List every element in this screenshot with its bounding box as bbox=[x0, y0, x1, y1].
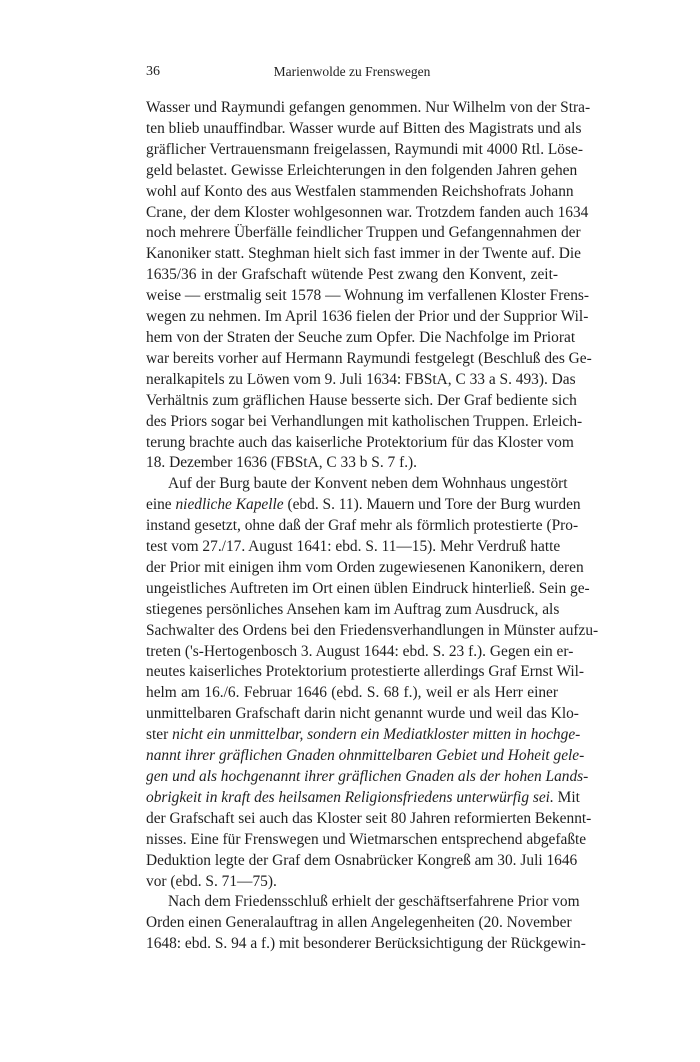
text-run: instand gesetzt, ohne daß der Graf mehr als förmlich protestierte (Pro- bbox=[146, 517, 579, 535]
paragraph bbox=[146, 98, 592, 474]
text-run: Crane, der dem Kloster wohlgesonnen war. Trotzdem fanden auch 1634 bbox=[146, 203, 589, 221]
text-run: weise — erstmalig seit 1578 — Wohnung im verfallenen Kloster Frens- bbox=[146, 287, 590, 305]
italic-quote: obrigkeit in kraft des heilsamen Religionsfriedens unterwürfig sei. bbox=[146, 788, 554, 806]
body-text bbox=[146, 98, 599, 955]
text-run: Verhältnis zum gräflichen Hause besserte sich. Der Graf bediente sich bbox=[146, 391, 577, 409]
text-line bbox=[146, 433, 574, 454]
text-line bbox=[146, 495, 581, 516]
text-run: 18. Dezember 1636 (FBStA, C 33 b S. 7 f.). bbox=[146, 454, 418, 472]
text-line bbox=[146, 746, 585, 767]
text-line bbox=[146, 788, 580, 809]
text-run: nisses. Eine für Frenswegen und Wietmarschen entsprechend abgefaßte bbox=[146, 830, 587, 848]
text-run: der Grafschaft sei auch das Kloster seit 80 Jahren reformierten Bekennt- bbox=[146, 809, 592, 827]
text-run: treten ('s-Hertogenbosch 3. August 1644: ebd. S. 23 f.). Gegen ein er- bbox=[146, 642, 574, 660]
text-line bbox=[146, 537, 561, 558]
text-line bbox=[146, 453, 558, 474]
text-run: Wasser und Raymundi gefangen genommen. Nur Wilhelm von der Stra- bbox=[146, 99, 591, 116]
text-run: Auf der Burg baute der Konvent neben dem Wohnhaus ungestört bbox=[168, 475, 568, 493]
text-run: ster bbox=[146, 726, 173, 744]
text-run: Kanoniker statt. Steghman hielt sich fast immer in der Twente auf. Die bbox=[146, 245, 582, 263]
text-line bbox=[146, 892, 580, 913]
text-line bbox=[146, 286, 590, 307]
text-line bbox=[146, 913, 572, 934]
text-line bbox=[146, 600, 558, 621]
text-run: eine bbox=[146, 496, 176, 514]
text-line bbox=[146, 370, 576, 391]
text-run: Orden einen Generalauftrag in allen Angelegenheiten (20. November bbox=[146, 914, 572, 932]
text-line bbox=[146, 621, 599, 642]
text-line bbox=[146, 830, 587, 851]
text-run: des Priors sogar bei Verhandlungen mit katholischen Truppen. Erleich- bbox=[146, 412, 583, 430]
text-run: (ebd. S. 11). Mauern und Tore der Burg wurden bbox=[283, 496, 581, 514]
text-line bbox=[146, 349, 592, 370]
text-line bbox=[146, 558, 584, 579]
text-line bbox=[146, 642, 574, 663]
italic-quote: nannt ihrer gräflichen Gnaden ohnmittelbaren Gebiet und Hoheit gele- bbox=[146, 747, 585, 765]
text-line bbox=[146, 203, 589, 224]
text-run: Sachwalter des Ordens bei den Friedensverhandlungen in Münster aufzu- bbox=[146, 621, 599, 639]
text-run: wohl auf Konto des aus Westfalen stammenden Reichshofrats Johann bbox=[146, 182, 574, 200]
text-run: der Prior mit einigen ihm vom Orden zugewiesenen Kanonikern, deren bbox=[146, 558, 584, 576]
paragraph bbox=[146, 474, 599, 892]
text-line bbox=[146, 182, 574, 203]
text-line bbox=[146, 265, 558, 286]
text-run: test vom 27./17. August 1641: ebd. S. 11—15). Mehr Verdruß hatte bbox=[146, 538, 561, 556]
text-run: ungeistliches Auftreten im Ort einen üblen Eindruck hinterließ. Sein ge- bbox=[146, 579, 590, 597]
text-line bbox=[146, 851, 578, 872]
text-run: neralkapitels zu Löwen vom 9. Juli 1634: FBStA, C 33 a S. 493). Das bbox=[146, 370, 576, 388]
text-line bbox=[146, 244, 582, 265]
italic-quote: gen und als hochgenannt ihrer gräflichen Gnaden als der hohen Lands- bbox=[146, 768, 589, 785]
text-line bbox=[146, 683, 558, 704]
running-title: Marienwolde zu Frenswegen bbox=[273, 64, 431, 79]
text-line bbox=[146, 328, 576, 349]
text-line bbox=[146, 872, 558, 893]
text-run: terung brachte auch das kaiserliche Protektorium für das Kloster vom bbox=[146, 433, 574, 451]
text-line bbox=[146, 140, 583, 161]
paragraph bbox=[146, 892, 586, 955]
text-line bbox=[146, 98, 591, 119]
text-run: 1648: ebd. S. 94 a f.) mit besonderer Berücksichtigung der Rückgewin- bbox=[146, 935, 586, 953]
text-run: war bereits vorher auf Hermann Raymundi festgelegt (Beschluß des Ge- bbox=[146, 349, 592, 367]
text-run: 1635/36 in der Grafschaft wütende Pest zwang den Konvent, zeit- bbox=[146, 266, 558, 284]
text-line bbox=[146, 119, 582, 140]
text-run: Deduktion legte der Graf dem Osnabrücker Kongreß am 30. Juli 1646 bbox=[146, 851, 578, 869]
text-run: gräflicher Vertrauensmann freigelassen, Raymundi mit 4000 Rtl. Löse- bbox=[146, 140, 583, 158]
text-run: noch mehrere Überfälle feindlicher Truppen und Gefangennahmen der bbox=[146, 224, 581, 242]
text-line bbox=[146, 412, 583, 433]
text-line bbox=[146, 391, 577, 412]
text-run: geld belastet. Gewisse Erleichterungen in den folgenden Jahren gehen bbox=[146, 161, 578, 179]
text-line bbox=[146, 307, 589, 328]
italic-quote: niedliche Kapelle bbox=[175, 496, 284, 514]
text-line bbox=[146, 934, 586, 955]
text-line bbox=[146, 474, 568, 495]
text-line bbox=[146, 767, 589, 788]
page-header bbox=[146, 62, 558, 82]
text-line bbox=[146, 579, 590, 600]
text-line bbox=[146, 725, 581, 746]
text-run: helm am 16./6. Februar 1646 (ebd. S. 68 f.), weil er als Herr einer bbox=[146, 684, 558, 702]
text-line bbox=[146, 809, 592, 830]
text-run: neutes kaiserliches Protektorium protestierte allerdings Graf Ernst Wil- bbox=[146, 663, 585, 681]
text-run: ten blieb unauffindbar. Wasser wurde auf Bitten des Magistrats und als bbox=[146, 119, 582, 137]
text-run: Nach dem Friedensschluß erhielt der geschäftserfahrene Prior vom bbox=[168, 893, 580, 911]
text-run: stiegenes persönliches Ansehen kam im Auftrag zum Ausdruck, als bbox=[146, 600, 560, 618]
page-number: 36 bbox=[146, 64, 160, 79]
italic-quote: nicht ein unmittelbar, sondern ein Mediatkloster mitten in hochge- bbox=[172, 726, 581, 744]
text-run: wegen zu nehmen. Im April 1636 fielen der Prior und der Supprior Wil- bbox=[146, 308, 589, 326]
text-line bbox=[146, 516, 579, 537]
text-line bbox=[146, 223, 581, 244]
text-line bbox=[146, 662, 585, 683]
text-run: unmittelbaren Grafschaft darin nicht genannt wurde und weil das Klo- bbox=[146, 705, 579, 723]
text-line bbox=[146, 704, 579, 725]
text-run: hem von der Straten der Seuche zum Opfer. Die Nachfolge im Priorat bbox=[146, 328, 576, 346]
text-run: Mit bbox=[553, 788, 580, 806]
text-run: vor (ebd. S. 71—75). bbox=[146, 872, 277, 890]
text-line bbox=[146, 161, 578, 182]
